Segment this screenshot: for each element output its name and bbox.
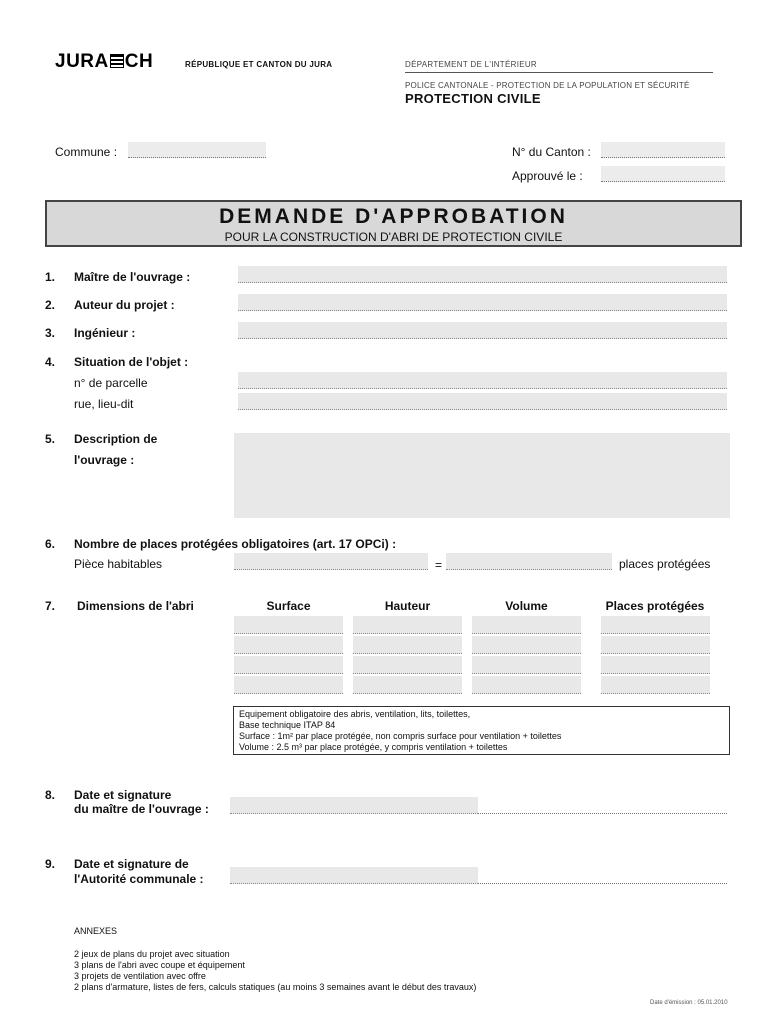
pieces-field[interactable] (234, 553, 428, 570)
rue-field[interactable] (238, 393, 727, 410)
commune-label: Commune : (55, 145, 118, 159)
protection-civile-label: PROTECTION CIVILE (405, 91, 541, 106)
hauteur-cell[interactable] (353, 656, 462, 674)
auteur-field[interactable] (238, 294, 727, 311)
police-label: POLICE CANTONALE - PROTECTION DE LA POPULATION ET SÉCURITÉ (405, 81, 690, 90)
signature-autorite-label-1: Date et signature de (74, 857, 189, 871)
item-number-6: 6. (45, 537, 56, 551)
item-number-7: 7. (45, 599, 56, 613)
note-line: Volume : 2.5 m³ par place protégée, y compris ventilation + toilettes (239, 742, 508, 752)
signature-autorite-line[interactable] (478, 883, 727, 884)
jura-ch-logo (55, 51, 153, 73)
annex-item: 3 projets de ventilation avec offre (74, 971, 206, 981)
description-textarea[interactable] (234, 433, 730, 518)
volume-cell[interactable] (472, 676, 581, 694)
col-header-volume: Volume (505, 599, 548, 613)
hauteur-cell[interactable] (353, 616, 462, 634)
signature-maitre-label-1: Date et signature (74, 788, 172, 802)
signature-autorite-date-field[interactable] (230, 867, 478, 884)
dimensions-label: Dimensions de l'abri (77, 599, 194, 613)
annexes-list (74, 949, 476, 993)
maitre-label: Maître de l'ouvrage : (74, 270, 191, 284)
col-header-places: Places protégées (605, 599, 705, 613)
signature-maitre-line[interactable] (478, 813, 727, 814)
note-line: Base technique ITAP 84 (239, 720, 336, 730)
departement-label: DÉPARTEMENT DE L'INTÉRIEUR (405, 60, 538, 69)
maitre-field[interactable] (238, 266, 727, 283)
surface-cell[interactable] (234, 616, 343, 634)
pieces-label: Pièce habitables (74, 557, 163, 571)
approuve-field[interactable] (601, 166, 725, 182)
equals-sign: = (435, 558, 443, 572)
hauteur-cell[interactable] (353, 636, 462, 654)
signature-maitre-date-field[interactable] (230, 797, 478, 814)
logo-text-ch: CH (124, 51, 154, 72)
item-number-5: 5. (45, 432, 56, 446)
item-number-3: 3. (45, 326, 56, 340)
canton-field[interactable] (601, 142, 725, 158)
logo-text-jura: JURA (55, 51, 109, 72)
situation-label: Situation de l'objet : (74, 355, 189, 369)
surface-cell[interactable] (234, 636, 343, 654)
header-divider (405, 72, 713, 73)
title-sub: POUR LA CONSTRUCTION D'ABRI DE PROTECTION CIVILE (224, 230, 563, 244)
places-cell[interactable] (601, 636, 710, 654)
annex-item: 2 jeux de plans du projet avec situation (74, 949, 230, 959)
annex-item: 3 plans de l'abri avec coupe et équipement (74, 960, 245, 970)
title-main: DEMANDE D'APPROBATION (219, 205, 568, 228)
ingenieur-label: Ingénieur : (74, 326, 136, 340)
item-number-2: 2. (45, 298, 56, 312)
surface-cell[interactable] (234, 656, 343, 674)
col-header-surface: Surface (266, 599, 311, 613)
places-obligatoires-label: Nombre de places protégées obligatoires (art. 17 OPCi) : (74, 537, 397, 551)
auteur-label: Auteur du projet : (74, 298, 175, 312)
places-unit-label: places protégées (619, 557, 711, 571)
note-line: Surface : 1m² par place protégée, non compris surface pour ventilation + toilettes (239, 731, 562, 741)
commune-field[interactable] (128, 142, 266, 158)
col-header-hauteur: Hauteur (384, 599, 431, 613)
description-label-2: l'ouvrage : (74, 453, 135, 467)
places-field[interactable] (446, 553, 612, 570)
parcelle-field[interactable] (238, 372, 727, 389)
volume-cell[interactable] (472, 616, 581, 634)
equipment-note-box (233, 706, 730, 755)
places-cell[interactable] (601, 656, 710, 674)
item-number-1: 1. (45, 270, 56, 284)
approuve-label: Approuvé le : (512, 169, 583, 183)
hauteur-cell[interactable] (353, 676, 462, 694)
jura-flag-icon (110, 54, 124, 68)
canton-label: N° du Canton : (512, 145, 591, 159)
parcelle-label: n° de parcelle (74, 376, 148, 390)
item-number-4: 4. (45, 355, 56, 369)
volume-cell[interactable] (472, 636, 581, 654)
surface-cell[interactable] (234, 676, 343, 694)
volume-cell[interactable] (472, 656, 581, 674)
emission-date: Date d'émission : 05.01.2010 (650, 1000, 728, 1006)
signature-autorite-label-2: l'Autorité communale : (74, 872, 204, 886)
description-label-1: Description de (74, 432, 158, 446)
title-box (45, 200, 742, 247)
places-cell[interactable] (601, 676, 710, 694)
note-line: Equipement obligatoire des abris, ventilation, lits, toilettes, (239, 709, 471, 719)
item-number-9: 9. (45, 857, 56, 871)
item-number-8: 8. (45, 788, 56, 802)
ingenieur-field[interactable] (238, 322, 727, 339)
annexes-title: ANNEXES (74, 926, 118, 936)
places-cell[interactable] (601, 616, 710, 634)
signature-maitre-label-2: du maître de l'ouvrage : (74, 802, 209, 816)
annex-item: 2 plans d'armature, listes de fers, calculs statiques (au moins 3 semaines avant le début des travaux) (74, 982, 477, 992)
republique-label: RÉPUBLIQUE ET CANTON DU JURA (185, 60, 333, 69)
rue-label: rue, lieu-dit (74, 397, 134, 411)
